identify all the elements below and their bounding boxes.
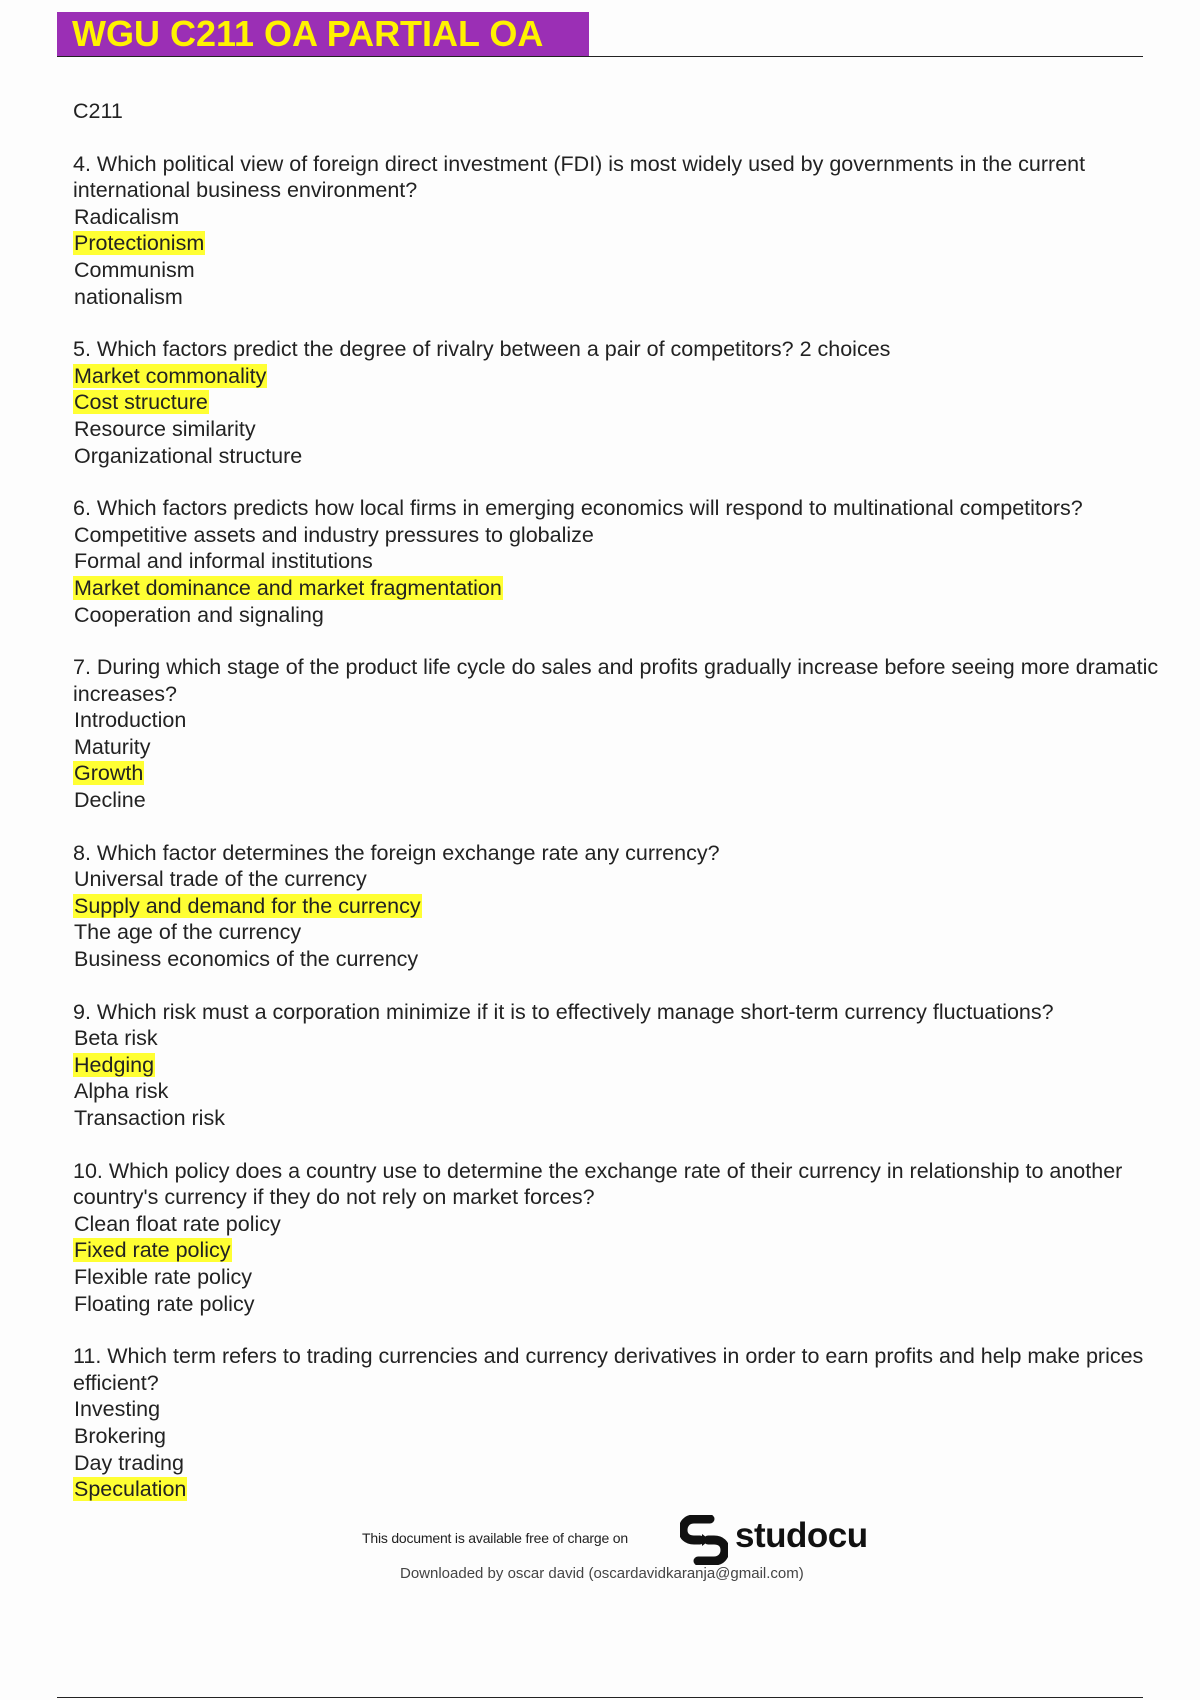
- page-footer: [0, 1510, 1200, 1590]
- question-text: 7. During which stage of the product life cycle do sales and profits gradually increase before seeing more dramatic increases?: [73, 655, 1159, 706]
- answer-option-label: Investing: [74, 1397, 161, 1422]
- answer-option: [73, 443, 1168, 470]
- document-title: WGU C211 OA PARTIAL OA: [57, 12, 589, 57]
- answer-option-label: Floating rate policy: [74, 1291, 255, 1316]
- answer-option: [73, 787, 1168, 814]
- answer-option: [73, 284, 1168, 311]
- answer-option-label: Market commonality: [74, 363, 267, 388]
- availability-note: This document is available free of charge on: [362, 1530, 628, 1546]
- download-note: Downloaded by oscar david (oscardavidkaranja@gmail.com): [400, 1565, 804, 1582]
- answer-option-label: Radicalism: [74, 204, 180, 229]
- answer-option-correct: [73, 760, 1168, 787]
- answer-option: [73, 734, 1168, 761]
- answer-option-label: Decline: [74, 788, 146, 813]
- question-list: [73, 151, 1168, 1503]
- answer-option-label: Speculation: [74, 1477, 187, 1502]
- answer-option-label: Clean float rate policy: [74, 1211, 281, 1236]
- answer-option-correct: [73, 230, 1168, 257]
- document-body: [73, 98, 1168, 1529]
- answer-option-label: Day trading: [74, 1450, 184, 1475]
- header-divider: [57, 56, 1143, 57]
- answer-option-correct: [73, 363, 1168, 390]
- footer-divider: [57, 1697, 1143, 1698]
- answer-option-label: Formal and informal institutions: [74, 549, 373, 574]
- answer-option: [73, 919, 1168, 946]
- answer-option-label: Market dominance and market fragmentation: [74, 575, 502, 600]
- answer-option-correct: [73, 1237, 1168, 1264]
- answer-option-label: nationalism: [74, 284, 183, 309]
- answer-option: [73, 1264, 1168, 1291]
- answer-option: [73, 707, 1168, 734]
- answer-option-label: Universal trade of the currency: [74, 867, 367, 892]
- answer-option: [73, 548, 1168, 575]
- answer-option-label: Business economics of the currency: [74, 947, 419, 972]
- question-block: [73, 336, 1168, 469]
- answer-option-label: Cost structure: [74, 390, 208, 415]
- answer-option: [73, 1423, 1168, 1450]
- answer-option: [73, 1105, 1168, 1132]
- answer-option: [73, 522, 1168, 549]
- answer-option: [73, 257, 1168, 284]
- answer-option-label: Maturity: [74, 734, 151, 759]
- answer-option-label: Growth: [74, 761, 144, 786]
- question-text: 6. Which factors predicts how local firms in emerging economics will respond to multinational competitors?: [73, 496, 1083, 521]
- course-code: C211: [73, 99, 123, 123]
- answer-option: [73, 1025, 1168, 1052]
- question-text: 10. Which policy does a country use to determine the exchange rate of their currency in relationship to another country's currency if they do not rely on market forces?: [73, 1158, 1123, 1210]
- answer-option-label: Organizational structure: [74, 443, 303, 468]
- answer-option: [73, 946, 1168, 973]
- answer-option: [73, 1078, 1168, 1105]
- question-block: [73, 999, 1168, 1132]
- answer-option-label: Fixed rate policy: [74, 1238, 231, 1263]
- answer-option-label: Flexible rate policy: [74, 1264, 253, 1289]
- answer-option: [73, 1211, 1168, 1238]
- answer-option: [73, 866, 1168, 893]
- answer-option-label: Transaction risk: [74, 1106, 225, 1130]
- question-text: 4. Which political view of foreign direct investment (FDI) is most widely used by governments in the current international business environment?: [73, 151, 1086, 203]
- question-text: 5. Which factors predict the degree of rivalry between a pair of competitors? 2 choices: [73, 337, 891, 362]
- question-block: [73, 151, 1168, 311]
- answer-option: [73, 416, 1168, 443]
- answer-option-correct: [73, 1476, 1168, 1503]
- answer-option: [73, 1396, 1168, 1423]
- studocu-logo-icon: [680, 1515, 728, 1565]
- answer-option-correct: [73, 893, 1168, 920]
- question-text: 11. Which term refers to trading currencies and currency derivatives in order to earn profits and help make prices efficient?: [73, 1344, 1144, 1395]
- answer-option-label: Supply and demand for the currency: [74, 893, 421, 918]
- question-block: [73, 495, 1168, 628]
- answer-option: [73, 204, 1168, 231]
- question-block: [73, 840, 1168, 973]
- answer-option-label: Beta risk: [74, 1026, 158, 1051]
- answer-option-correct: [73, 389, 1168, 416]
- question-block: [73, 1158, 1168, 1318]
- answer-option: [73, 1450, 1168, 1477]
- question-text: 8. Which factor determines the foreign exchange rate any currency?: [73, 840, 720, 865]
- answer-option-label: Alpha risk: [74, 1079, 169, 1104]
- question-text: 9. Which risk must a corporation minimize if it is to effectively manage short-term currency fluctuations?: [73, 999, 1054, 1024]
- answer-option: [73, 1291, 1168, 1318]
- question-block: [73, 654, 1168, 814]
- answer-option: [73, 602, 1168, 629]
- answer-option-correct: [73, 1052, 1168, 1079]
- answer-option-label: Resource similarity: [74, 416, 256, 441]
- answer-option-label: Brokering: [74, 1423, 167, 1448]
- answer-option-label: Protectionism: [74, 231, 205, 256]
- answer-option-correct: [73, 575, 1168, 602]
- answer-option-label: Cooperation and signaling: [74, 602, 324, 627]
- answer-option-label: Competitive assets and industry pressures to globalize: [74, 522, 594, 547]
- answer-option-label: Hedging: [74, 1052, 155, 1077]
- answer-option-label: Communism: [74, 257, 195, 282]
- answer-option-label: Introduction: [74, 708, 187, 733]
- question-block: [73, 1343, 1168, 1503]
- answer-option-label: The age of the currency: [74, 920, 302, 945]
- studocu-logo-text: studocu: [735, 1516, 868, 1555]
